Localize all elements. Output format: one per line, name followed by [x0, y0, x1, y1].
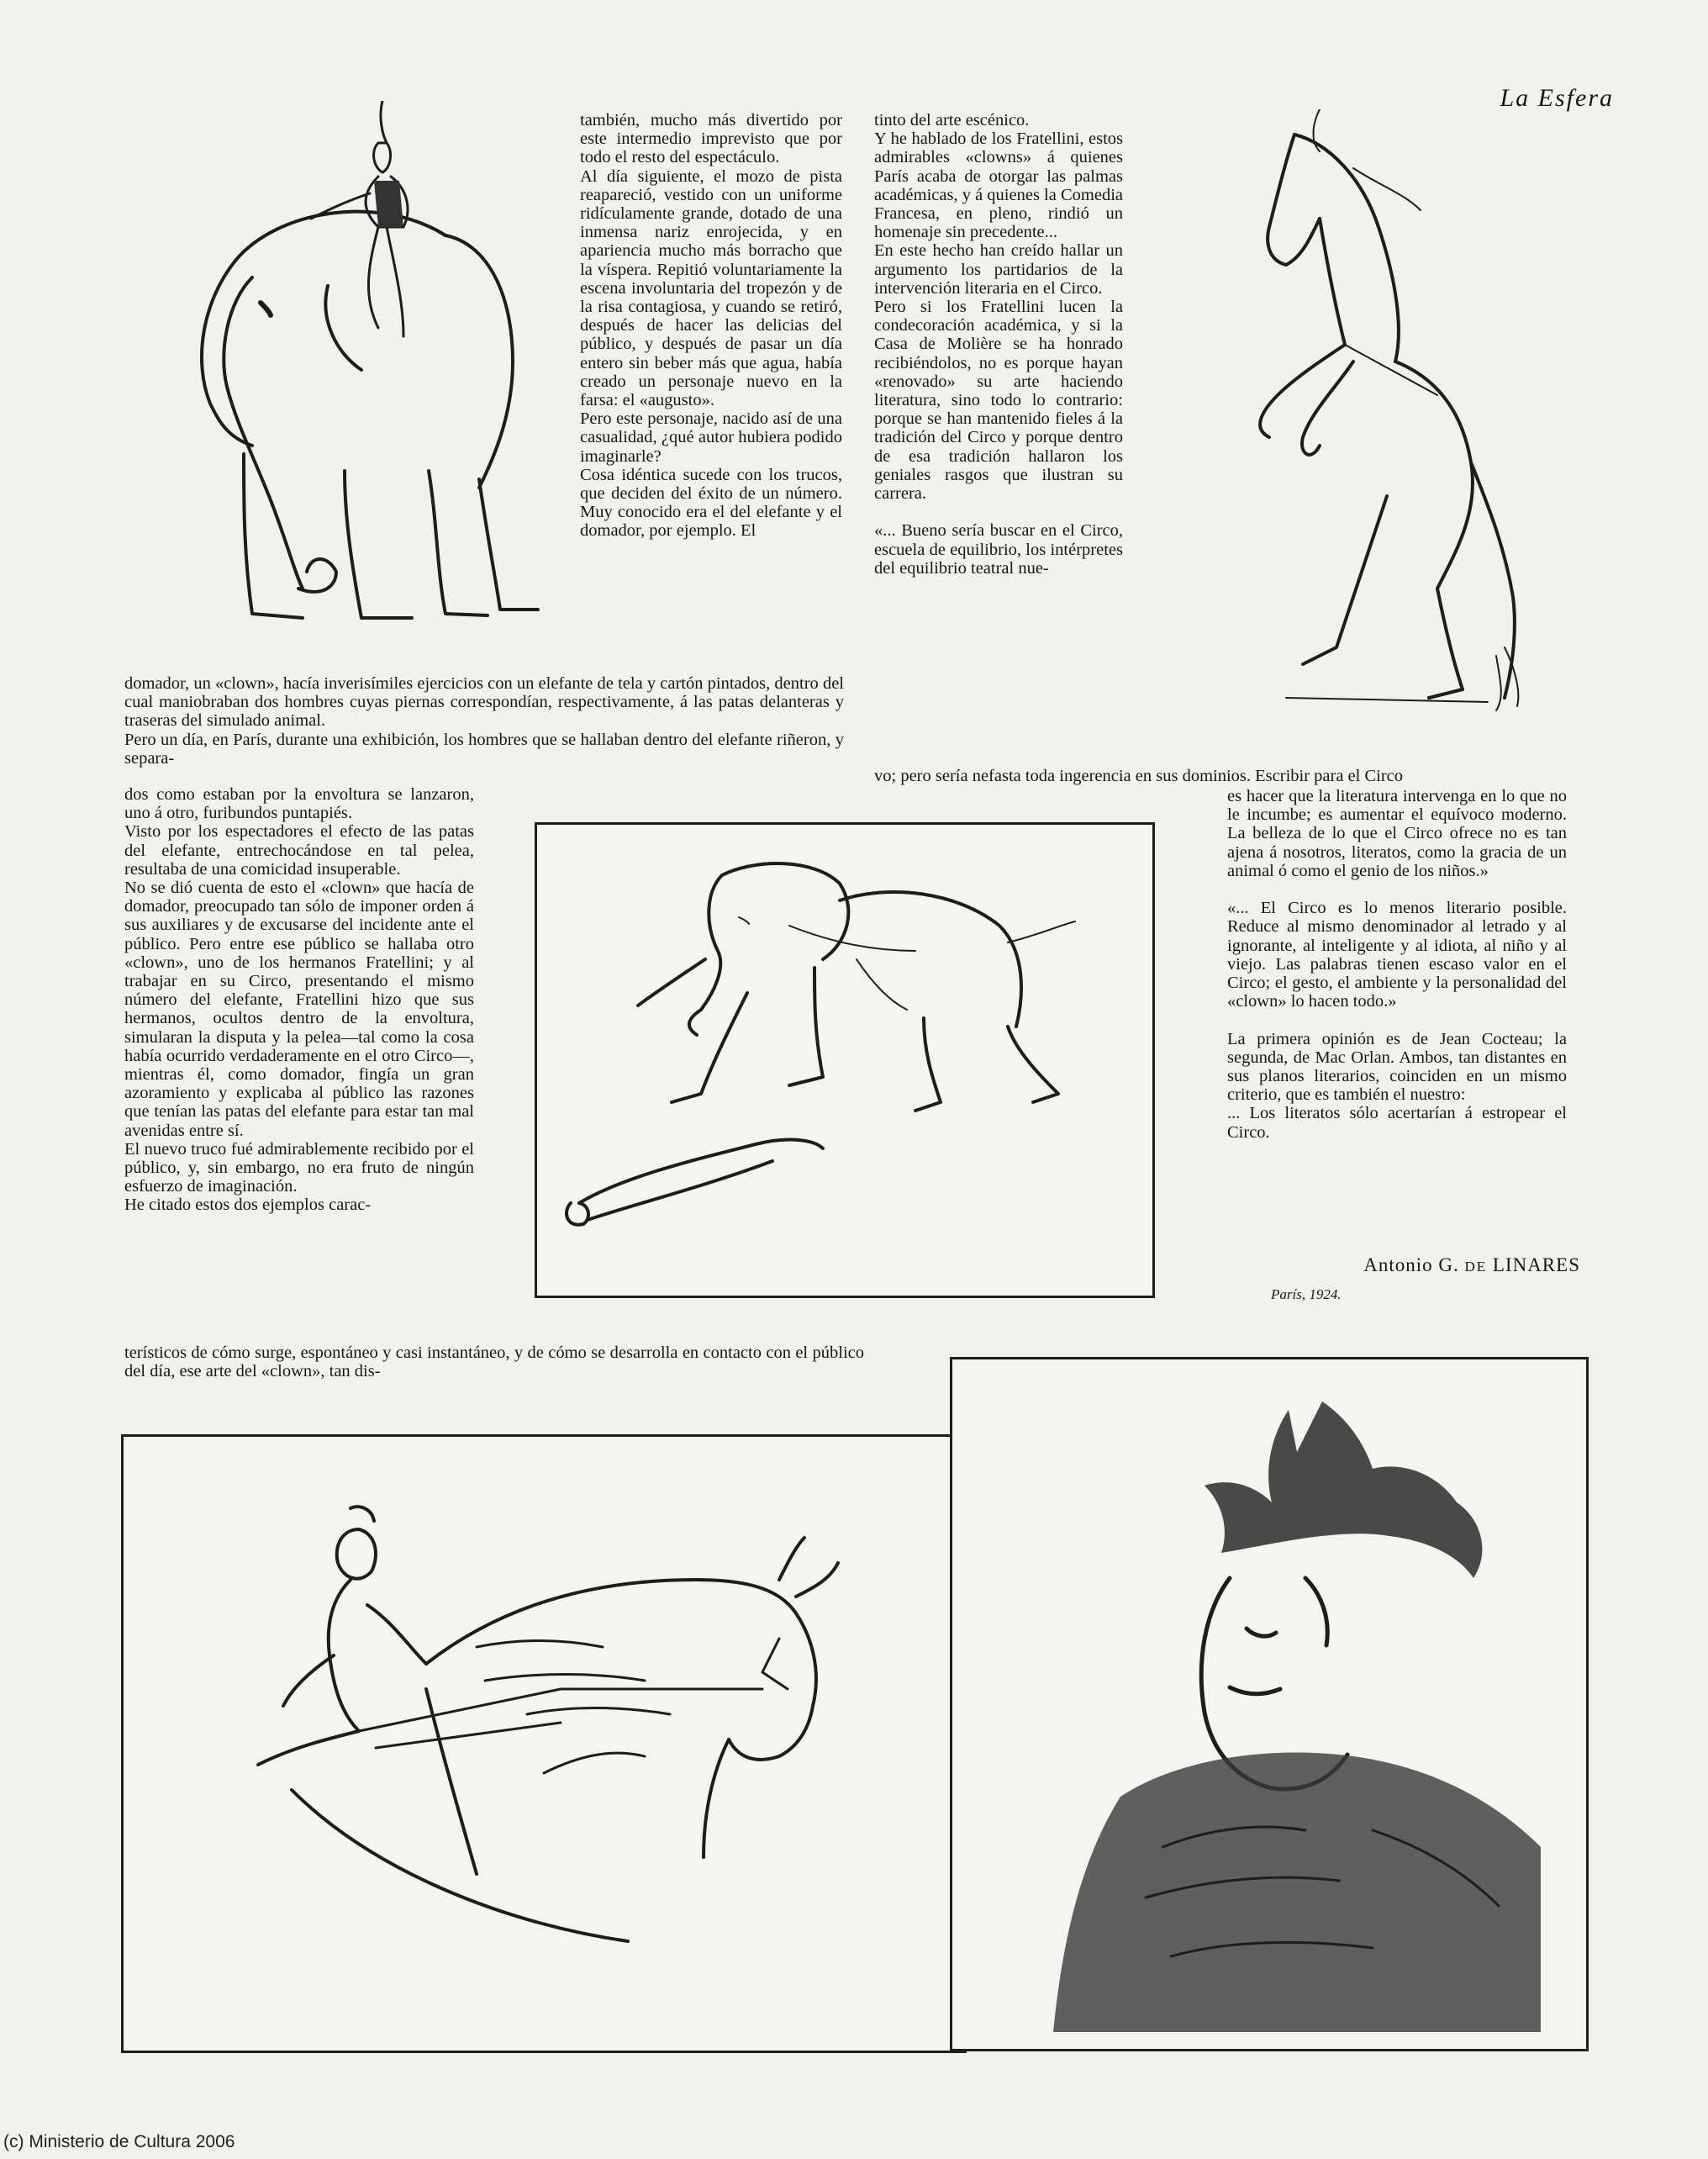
author-first-name: Antonio G. — [1363, 1254, 1459, 1275]
clown-face-illustration — [950, 1357, 1589, 2051]
dateline: París, 1924. — [1271, 1286, 1342, 1302]
clown-face-drawing — [952, 1359, 1586, 2049]
author-particle: DE — [1464, 1259, 1488, 1275]
wide-left-text: domador, un «clown», hacía inverisímiles ejercicios con un elefante de tela y cartón pintados, dentro del cual maniobraban dos hombres cuyas piernas correspondían, respectivamente, á las patas delanteras y traseras del simulado animal. Pero un día, en París, durante una exhibición, los hombres que se hallaban dentro del elefante riñeron, y separa- — [124, 674, 844, 768]
rider-on-horse-illustration — [121, 1434, 967, 2053]
costume-elephant-drawing — [537, 825, 1152, 1296]
wide-bottom-text: terísticos de cómo surge, espontáneo y casi instantáneo, y de cómo se desarrolla en contacto con el público del día, ese arte del «clown», tan dis- — [124, 1343, 864, 1381]
column-three-top-text: tinto del arte escénico. Y he hablado de los Fratellini, estos admirables «clowns» á quienes París acaba de otorgar las palmas académicas, y á quienes la Comedia Francesa, en pleno, rindió un homenaje sin precedente... En este hecho han creído hallar un argumento los partidarios de la intervención literaria en el Circo. Pero si los Fratellini lucen la condecoración académica, y si la Casa de Molière se ha honrado recibiéndolos, no es porque hayan «renovado» su arte haciendo literatura, sino todo lo contrario: porque se han mantenido fieles á la tradición del Circo y porque dentro de esa tradición hallaron los geniales rasgos que ilustran su carrera. «... Bueno sería buscar en el Circo, escuela de equilibrio, los intérpretes del equilibrio teatral nue- — [874, 111, 1123, 578]
elephant-rider-illustration — [126, 101, 580, 647]
copyright-notice: (c) Ministerio de Cultura 2006 — [3, 2132, 235, 2151]
author-last-name: LINARES — [1492, 1254, 1580, 1275]
rearing-horse-illustration — [1185, 109, 1538, 723]
author-signature — [1328, 1254, 1580, 1276]
rider-on-horse-drawing — [124, 1437, 964, 2051]
wide-right-text: vo; pero sería nefasta toda ingerencia en sus dominios. Escribir para el Circo — [874, 767, 1404, 785]
masthead: La Esfera — [1500, 84, 1614, 112]
column-two-top-text: también, mucho más divertido por este intermedio imprevisto que por todo el resto del espectáculo. Al día siguiente, el mozo de pista reapareció, vestido con un uniforme ridículamente grande, dotado de una inmensa nariz enrojecida, y en apariencia mucho más borracho que la víspera. Repitió voluntariamente la escena involuntaria del tropezón y de la risa contagiosa, y cuando se retiró, después de hacer las delicias del público, y después de pasar un día entero sin beber más que agua, había creado un personaje nuevo en la farsa: el «augusto». Pero este personaje, nacido así de una casualidad, ¿qué autor hubiera podido imaginarle? Cosa idéntica sucede con los trucos, que deciden del éxito de un número. Muy conocido era el del elefante y el domador, por ejemplo. El — [580, 111, 842, 541]
costume-elephant-illustration — [535, 822, 1155, 1298]
elephant-rider-drawing — [126, 101, 580, 647]
column-one-middle-text: dos como estaban por la envoltura se lanzaron, uno á otro, furibundos puntapiés. Visto por los espectadores el efecto de las patas del elefante, entrechocándose en tal pelea, resultaba de una comicidad insuperable. No se dió cuenta de esto el «clown» que hacía de domador, preocupado tan sólo de imponer orden á sus auxiliares y de excusarse del incidente ante el público. Pero entre ese público se hallaba otro «clown», uno de los hermanos Fratellini; y al trabajar en su Circo, presentando el mismo número del elefante, Fratellini hizo que sus hermanos, ocultos dentro de la envoltura, simularan la disputa y la pelea—tal como la cosa había ocurrido verdaderamente en el otro Circo—, mientras él, como domador, fingía un gran azoramiento y explicaba al público las razones que tenían las patas del elefante para estar tan mal avenidas entre sí. El nuevo truco fué admirablemente recibido por el público, y, sin embargo, no era fruto de ningún esfuerzo de imaginación. He citado estos dos ejemplos carac- — [124, 785, 474, 1215]
rearing-horse-drawing — [1185, 109, 1538, 723]
column-four-middle-text: es hacer que la literatura intervenga en lo que no le incumbe; es aumentar el equívoco moderno. La belleza de lo que el Circo ofrece no es tan ajena á nosotros, literatos, como la gracia de un animal ó como el genio de los niños.» «... El Circo es lo menos literario posible. Reduce al mismo denominador al letrado y al ignorante, al inteligente y al idiota, al niño y al viejo. Las palabras tienen escaso valor en el Circo; el gesto, el ambiente y la personalidad del «clown» lo hacen todo.» La primera opinión es de Jean Cocteau; la segunda, de Mac Orlan. Ambos, tan distantes en sus planos literarios, coinciden en un mismo criterio, que es también el nuestro: ... Los literatos sólo acertarían á estropear el Circo. — [1227, 787, 1567, 1142]
